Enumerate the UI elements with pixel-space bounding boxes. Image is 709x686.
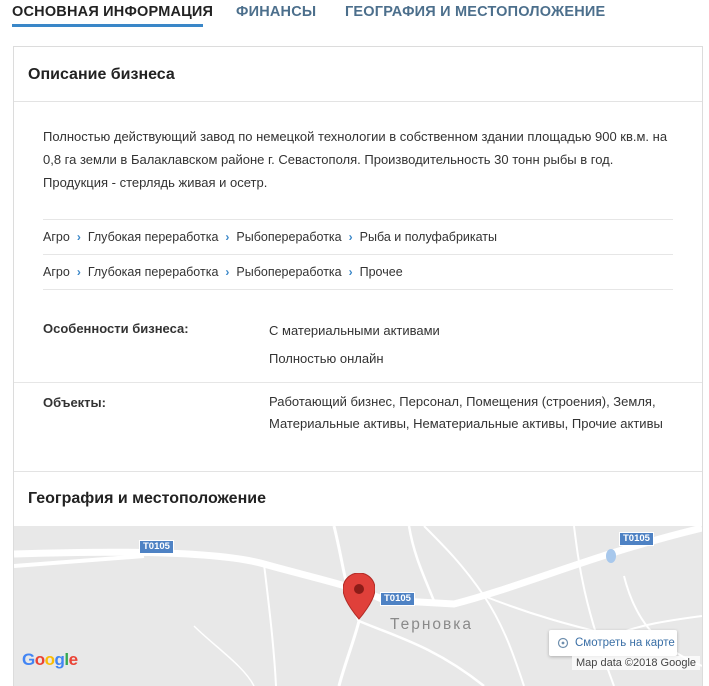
objects-label: Объекты: [43, 395, 106, 410]
category-breadcrumb [43, 219, 673, 254]
chevron-right-icon: › [225, 230, 230, 244]
divider [43, 289, 673, 290]
category-breadcrumb [43, 254, 673, 289]
tab-basic-info[interactable]: ОСНОВНАЯ ИНФОРМАЦИЯ [12, 4, 214, 20]
feature-item: С материальными активами [269, 323, 440, 338]
business-section-header [14, 47, 702, 102]
active-tab-indicator [12, 24, 203, 27]
chevron-right-icon: › [76, 265, 81, 279]
divider [14, 382, 702, 383]
location-map[interactable] [14, 526, 702, 686]
road-label: T0105 [139, 540, 174, 554]
chevron-right-icon: › [348, 230, 353, 244]
breadcrumb-item[interactable]: Глубокая переработка [87, 230, 219, 244]
description-line: Продукция - стерлядь живая и осетр. [43, 175, 268, 190]
breadcrumb-item[interactable]: Прочее [359, 265, 403, 279]
breadcrumb-item[interactable]: Рыбопереработка [236, 265, 342, 279]
location-icon [557, 637, 569, 649]
map-pin-icon[interactable] [343, 573, 375, 621]
chevron-right-icon: › [348, 265, 353, 279]
business-description [43, 125, 683, 194]
tab-geography[interactable]: ГЕОГРАФИЯ И МЕСТОПОЛОЖЕНИЕ [345, 4, 606, 20]
place-label: Терновка [390, 616, 473, 633]
geo-section-title: География и местоположение [28, 490, 266, 507]
road-label: T0105 [380, 592, 415, 606]
objects-line: Материальные активы, Нематериальные активы, Прочие активы [269, 416, 663, 431]
breadcrumb-item[interactable]: Рыба и полуфабрикаты [359, 230, 498, 244]
tab-finance[interactable]: ФИНАНСЫ [236, 4, 317, 20]
map-attribution: Map data ©2018 Google [572, 656, 700, 670]
breadcrumb-item[interactable]: Агро [43, 265, 70, 279]
business-section-title: Описание бизнеса [28, 66, 175, 83]
road-label: T0105 [619, 532, 654, 546]
chevron-right-icon: › [76, 230, 81, 244]
business-card [13, 46, 703, 686]
view-on-map-label: Смотреть на карте [575, 637, 675, 649]
view-on-map-button[interactable] [549, 630, 677, 656]
chevron-right-icon: › [225, 265, 230, 279]
features-label: Особенности бизнеса: [43, 321, 189, 336]
objects-line: Работающий бизнес, Персонал, Помещения (строения), Земля, [269, 394, 656, 409]
breadcrumb-item[interactable]: Агро [43, 230, 70, 244]
breadcrumb-item[interactable]: Рыбопереработка [236, 230, 342, 244]
description-line: 0,8 га земли в Балаклавском районе г. Севастополя. Производительность 30 тонн рыбы в год. [43, 152, 614, 167]
tab-bar [0, 0, 709, 30]
divider [14, 471, 702, 472]
description-line: Полностью действующий завод по немецкой технологии в собственном здании площадью 900 кв.м. на [43, 129, 668, 144]
google-logo: Google [22, 650, 78, 669]
feature-item: Полностью онлайн [269, 351, 384, 366]
breadcrumb-item[interactable]: Глубокая переработка [87, 265, 219, 279]
